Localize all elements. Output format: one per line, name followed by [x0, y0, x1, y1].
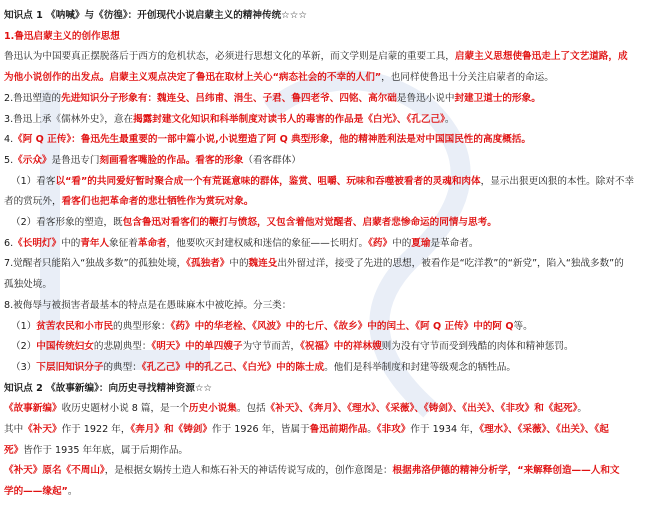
- highlight: 贫苦农民和小市民: [36, 320, 114, 332]
- text: （3）: [11, 361, 37, 373]
- text: （1）看客: [11, 175, 56, 187]
- text: 收历史题材小说 8 篇，是一个: [61, 403, 189, 415]
- text: 其中: [4, 424, 24, 436]
- text: 的典型形象：: [113, 320, 171, 332]
- text: 中的: [61, 237, 81, 249]
- text: 。他们是科举制度和封建等级观念的牺牲品。: [324, 361, 516, 373]
- s1-line-2: [4, 68, 656, 89]
- highlight: 看客们也把革命者的悲壮牺牲作为赏玩对象。: [61, 196, 254, 208]
- kp2-p1-line: [4, 399, 656, 420]
- text: 的典型：: [103, 361, 142, 373]
- highlight: 下层旧知识分子: [36, 361, 104, 373]
- text: 皆作于 1935 年年底，属于后期作品。: [23, 444, 189, 456]
- highlight: 《补天》: [23, 424, 62, 436]
- s8-2-line: [4, 337, 656, 358]
- text: （2）: [11, 341, 37, 353]
- text: 为守节而苦，: [242, 341, 301, 353]
- kp2-p2-line-2: [4, 441, 656, 462]
- highlight: 《孤独者》: [186, 258, 230, 270]
- s5-2-line: [4, 213, 656, 234]
- text: 5.: [4, 154, 14, 166]
- s1-heading: 1.鲁迅启蒙主义的创作思想: [4, 30, 120, 42]
- s1-line-1: [4, 47, 656, 68]
- highlight: 以“看”的共同爱好暂时聚合成一个有荒诞意味的群体，鉴赏、咀嚼、玩味和吞噬被看者的灵魂和肉体: [55, 175, 481, 187]
- highlight: 《药》中的华老栓、《风波》中的七斤、《故乡》中的闰土、《阿 Q 正传》中的阿 Q: [170, 320, 514, 332]
- highlight: 历史小说集: [188, 403, 237, 415]
- kp2-p3-line-1: [4, 461, 656, 482]
- page-header-fragment: [0, 0, 660, 1]
- text: 7.觉醒者只能陷入“独战多数”的孤独处境，: [4, 258, 187, 270]
- highlight: 夏瑜: [411, 237, 431, 249]
- highlight: 《补天》、《奔月》、《理水》、《采薇》、《铸剑》、《出关》、《非攻》和《起死》: [265, 403, 578, 415]
- text: ，也同样使鲁迅十分关注启蒙者的命运。: [381, 72, 554, 84]
- highlight: 《故事新编》: [4, 403, 62, 415]
- highlight: 青年人: [80, 237, 110, 249]
- highlight: 《阿 Q 正传》：鲁迅先生最重要的一部中篇小说,小说塑造了阿 Q 典型形象，他的精神胜利法是对中国国民性的高度概括。: [13, 134, 531, 146]
- s7-line-2: 孤独处境。: [4, 279, 52, 291]
- highlight: 鲁迅前期作品: [309, 424, 368, 436]
- highlight: 为他小说创作的出发点。启蒙主义观点决定了鲁迅在取材上关心“病态社会的不幸的人们”: [4, 72, 382, 84]
- text: 等。: [513, 320, 533, 332]
- s7-line-1: [4, 254, 656, 275]
- text: 者的赏玩外，: [4, 196, 62, 208]
- text: 2.鲁迅塑造的: [4, 92, 62, 104]
- text: 中的: [229, 258, 249, 270]
- s5-1-line-1: [4, 172, 656, 193]
- s3-line: [4, 110, 656, 131]
- kp2-title: 知识点 2 《故事新编》：向历史寻找精神资源☆☆: [4, 382, 213, 394]
- highlight: 《祝福》中的祥林嫂: [300, 341, 382, 353]
- text: 是鲁迅专门: [51, 154, 100, 166]
- highlight: 革命者: [137, 237, 167, 249]
- text: 的悲剧典型：: [93, 341, 152, 353]
- highlight: 《孔乙己》中的孔乙己、《白光》中的陈士成: [141, 361, 325, 373]
- highlight: 学的——缘起”: [4, 486, 68, 498]
- document-body: [4, 6, 656, 503]
- s2-line: [4, 89, 656, 110]
- text: 则为没有守节而受到残酷的肉体和精神惩罚。: [381, 341, 574, 353]
- highlight: 《理水》、《采薇》、《出关》、《起: [479, 424, 609, 436]
- text: 。: [444, 113, 455, 125]
- highlight: 《长明灯》: [13, 237, 62, 249]
- highlight: 先进知识分子形象有：魏连殳、吕纬甫、涓生、子君、鲁四老爷、四铭、高尔础: [61, 92, 397, 104]
- text: 。: [577, 403, 587, 415]
- highlight: 《非攻》: [376, 424, 411, 436]
- highlight: 中国传统妇女: [36, 341, 94, 353]
- highlight: 刻画看客嘴脸的作品。看客的形象: [99, 154, 244, 166]
- text: 是鲁迅小说中: [396, 92, 455, 104]
- highlight: 启蒙主义思想使鲁迅走上了文艺道路，成: [454, 51, 628, 63]
- text: 作于 1926 年，皆属于: [212, 424, 310, 436]
- highlight: 根据弗洛伊德的精神分析学，“来解释创造——人和文: [392, 465, 620, 477]
- text: 出外留过洋，接受了先进的思想，被看作是“吃洋教”的“新党”，陷入“独战多数”的: [277, 258, 624, 270]
- text: ，他要吹灭封建权威和迷信的象征——长明灯。: [166, 237, 369, 249]
- text: 作于 1934 年，: [410, 424, 480, 436]
- highlight: 《明天》中的单四嫂子: [151, 341, 243, 353]
- s6-line: [4, 234, 656, 255]
- text: （看客群体）: [243, 154, 301, 166]
- text: 鲁迅认为中国要真正摆脱落后于西方的危机状态，必须进行思想文化的革新，而文学则是启蒙的重要工具，: [4, 51, 455, 63]
- text: 中的: [392, 237, 412, 249]
- text: （2）看客形象的塑造，既: [11, 217, 123, 229]
- s8-3-line: [4, 358, 656, 379]
- s4-line: [4, 130, 656, 151]
- text: 。包括: [236, 403, 266, 415]
- text: 。: [367, 424, 377, 436]
- highlight: 揭露封建文化知识和科举制度对读书人的毒害的作品是《白光》、《孔乙己》: [133, 113, 445, 125]
- kp1-title: 知识点 1 《呐喊》与《彷徨》：开创现代小说启蒙主义的精神传统☆☆☆: [4, 10, 307, 21]
- text: ，是根据女娲抟土造人和炼石补天的神话传说写成的，创作意图是：: [104, 465, 393, 477]
- kp2-p3-line-2: [4, 482, 656, 503]
- highlight: 《补天》原名《不周山》: [4, 465, 105, 477]
- highlight: 包含鲁迅对看客们的鞭打与愤怒，又包含着他对觉醒者、启蒙者悲惨命运的同情与思考。: [122, 217, 497, 229]
- text: 。: [67, 486, 78, 498]
- s8-1-line: [4, 317, 656, 338]
- highlight: 魏连殳: [248, 258, 278, 270]
- text: 4.: [4, 134, 14, 146]
- text: 是革命者。: [430, 237, 479, 249]
- highlight: 封建卫道士的形象。: [454, 92, 541, 104]
- text: （1）: [11, 320, 37, 332]
- highlight: 《药》: [368, 237, 393, 249]
- text: ，显示出狠更凶狠的本性。除对不幸: [480, 175, 635, 187]
- text: 作于 1922 年，: [61, 424, 131, 436]
- s5-1-line-2: [4, 192, 656, 213]
- s8-heading: 8.被侮辱与被损害者最基本的特点是在愚昧麻木中被吃掉。分三类：: [4, 299, 292, 311]
- text: 3.鲁迅上承《儒林外史》，意在: [4, 113, 134, 125]
- highlight: 《奔月》和《铸剑》: [130, 424, 212, 436]
- highlight: 《示众》: [13, 154, 52, 166]
- highlight: 死》: [4, 444, 24, 456]
- kp2-p2-line-1: [4, 420, 656, 441]
- text: 象征着: [109, 237, 138, 249]
- text: 6.: [4, 237, 14, 249]
- s5-line: [4, 151, 656, 172]
